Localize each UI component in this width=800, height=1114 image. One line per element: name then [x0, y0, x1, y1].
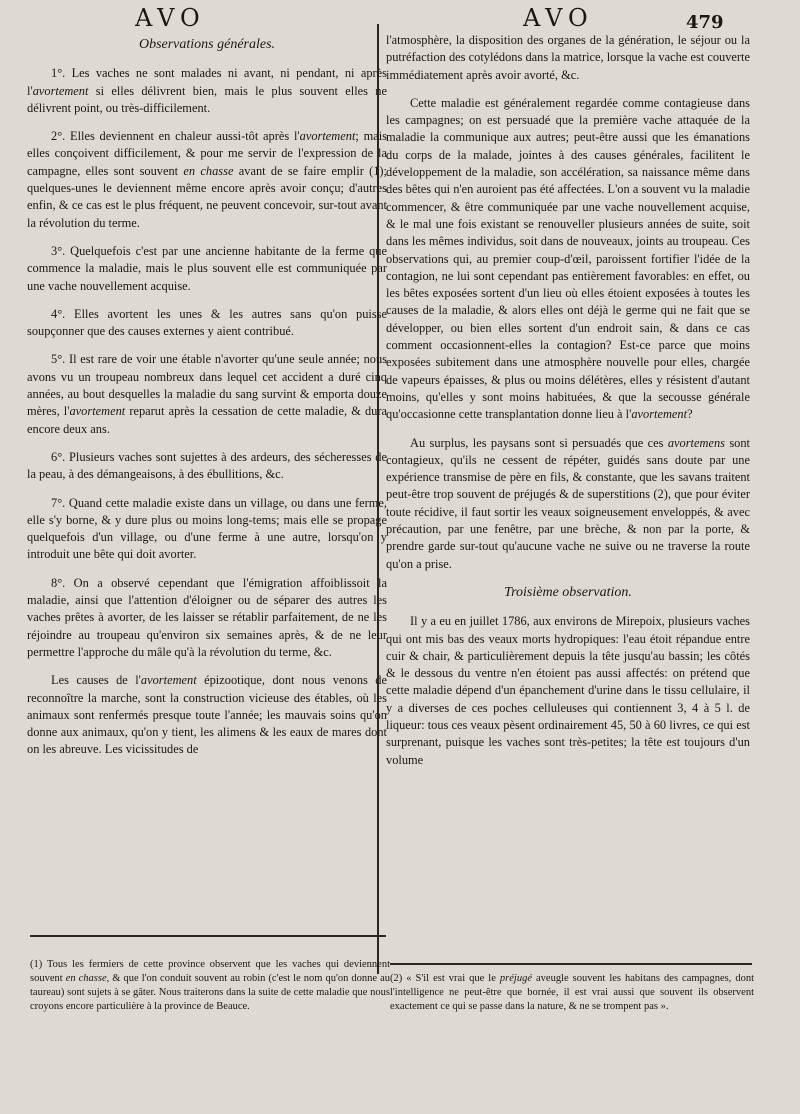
- left-column: [27, 32, 387, 770]
- paragraph: 7°. Quand cette maladie existe dans un village, ou dans une ferme, elle s'y borne, & y dure plus ou moins long-tems; mais elle se propage quelquefois d'un village, ou d'une ferme à une autre, lorsqu'on y introduit une bête qui doit avorter.: [27, 495, 387, 562]
- paragraph: Au surplus, les paysans sont si persuadés que ces avortemens sont contagieux, qu'ils ne cessent de répéter, guidés sans doute par une expérience transmise de père en fils, & constante, que les savans traitent peut-être trop souvent de préjugés & de superstitions (2), que pour éviter toute récidive, il faut sortir les veaux soigneusement enveloppés, & avec précaution, par une fenêtre, par une brèche, & non par la porte, & prendre garde sur-tout qu'aucune vache ne suive ou ne traverse la route qu'on a prise.: [386, 435, 750, 571]
- left-paragraphs: [27, 65, 387, 758]
- paragraph: 6°. Plusieurs vaches sont sujettes à des ardeurs, des sécheresses de la peau, à des démangeaisons, à des ébullitions, &c.: [27, 449, 387, 482]
- paragraph: 2°. Elles deviennent en chaleur aussi-tôt après l'avortement; mais elles conçoivent difficilement, & pour me servir de l'expression de la campagne, elles sont souvent en chasse avant de se faire emplir (1); quelques-unes le deviennent même encore après avoir conçu; d'autres enfin, & ce cas est le plus fréquent, ne peuvent concevoir, sur-tout avant la révolution du terme.: [27, 129, 388, 230]
- section-heading-third-observation: Troisième observation.: [504, 584, 632, 600]
- section-heading-general-observations: Observations générales.: [138, 37, 276, 52]
- paragraph: 1°. Les vaches ne sont malades ni avant, ni pendant, ni après l'avortement si elles délivrent bien, mais le plus souvent elles ne délivrent point, ou très-difficilement.: [27, 66, 387, 115]
- page-number: 479: [686, 12, 724, 33]
- footnote-1: (1) Tous les fermiers de cette province observent que les vaches qui deviennent souvent en chasse, & que l'on conduit souvent au robin (c'est le nom qu'on donne au taureau) sont sujets à se gâter. Nous traiterons dans la suite de cette maladie que nous croyons encore particulière à la province de Beauce.: [30, 959, 390, 1012]
- footnote-2: (2) « S'il est vrai que le préjugé aveugle souvent les habitans des campagnes, dont l'intelligence ne peut-être que bornée, il est vrai aussi que souvent ils observent exactement ce qui se passe dans la nature, & ne se trompent pas ».: [390, 973, 754, 1012]
- paragraph: 8°. On a observé cependant que l'émigration affoiblissoit la maladie, ainsi que l'attention d'éloigner ou de séparer des autres les vaches prêtes à avorter, de les laisser se rétablir parfaitement, de ne les réjoindre au troupeau qu'environ six semaines après, & de ne leur permettre l'approche du mâle qu'à la révolution du terme, &c.: [27, 575, 387, 659]
- paragraph: Cette maladie est généralement regardée comme contagieuse dans les campagnes; on est persuadé que la première vache attaquée de la maladie la communique aux autres; peut-être aussi que les émanations du corps de la malade, jointes à des causes générales, facilitent le développement de la maladie, son accélération, sa naissance même dans des bêtes qui n'en auroient pas été affectées. L'on a souvent vu la maladie commencer, & être communiquée par une vache nouvellement acquise, & le mal une fois existant se renouveller plusieurs années de suite, soit dans les mêmes individus, soit dans de nouveaux, joints au troupeau. Ces observations qui, au premier coup-d'œil, paroissent fortifier l'idée de la contagion, ne lui sont cependant pas entièrement favorables: en effet, ou les bêtes exposées sortent d'un lieu où elles étoient exposées à toutes les causes de la maladie, & alors elles ont déjà le germe qui ne fait que se développer, ou bien elles sortent d'un endroit sain, & dans ce cas comment occasionnent-elles la contagion? Est-ce parce que moins exposées subitement dans une atmosphère nouvelle pour elles, chargée de vapeurs épaisses, & plus ou moins délétères, elles y résistent d'autant moins, qu'elles y sont moins habituées, & que la secousse générale qu'occasionne cette transplantation donne lieu à l'avortement?: [386, 95, 750, 422]
- footnote-rule-right: [390, 963, 752, 965]
- paragraph: 4°. Elles avortent les unes & les autres sans qu'on puisse soupçonner que des causes externes y aient contribué.: [27, 306, 387, 339]
- running-head-left: AVO: [135, 4, 206, 32]
- paragraph: 3°. Quelquefois c'est par une ancienne habitante de la ferme que commence la maladie, mais le plus souvent elle est communiquée par une vache nouvellement acquise.: [27, 243, 387, 293]
- paragraph: Les causes de l'avortement épizootique, dont nous venons de reconnoître la marche, sont la construction vicieuse des étables, où les animaux sont renfermés presque toute l'année; les mauvais soins qu'on donne aux animaux, qu'on y tient, les alimens & les eaux de mares dont on les abreuve. Les vicissitudes de: [27, 673, 387, 757]
- footnote-rule-left: [30, 935, 386, 937]
- running-head-right: AVO: [523, 4, 594, 32]
- paragraph: Il y a eu en juillet 1786, aux environs de Mirepoix, plusieurs vaches qui ont mis bas des veaux morts hydropiques: l'eau étoit répandue entre cuir & chair, & particulièrement depuis la tête jusqu'au bassin; les côtés & le dessous du ventre n'en étoient pas aussi affectés: on prétend que cette maladie dépend d'un épanchement d'urine dans le tissu cellulaire, il y a diverses de ces poches celluleuses qui contiennent 3, 4 à 5 l. de liqueur: tous ces veaux pèsent ordinairement 45, 50 à 60 livres, ce qui est surprenant, puisque les vaches sont très-petites; la tête est toujours d'un volume: [386, 614, 750, 767]
- paragraph: 5°. Il est rare de voir une étable n'avorter qu'une seule année; nous avons vu un troupeau nombreux dans lequel cet accident a duré cinq années, au bout desquelles la maladie du sang survint & emporta douze mères, l'avortement reparut après la cessation de cette maladie, & dura encore deux ans.: [27, 352, 387, 436]
- paragraph-continuation: l'atmosphère, la disposition des organes de la génération, le séjour ou la putréfaction des cotylédons dans la matrice, lorsque la vache est couverte immédiatement après avoir avorté, &c.: [386, 33, 750, 82]
- right-column: [386, 32, 750, 780]
